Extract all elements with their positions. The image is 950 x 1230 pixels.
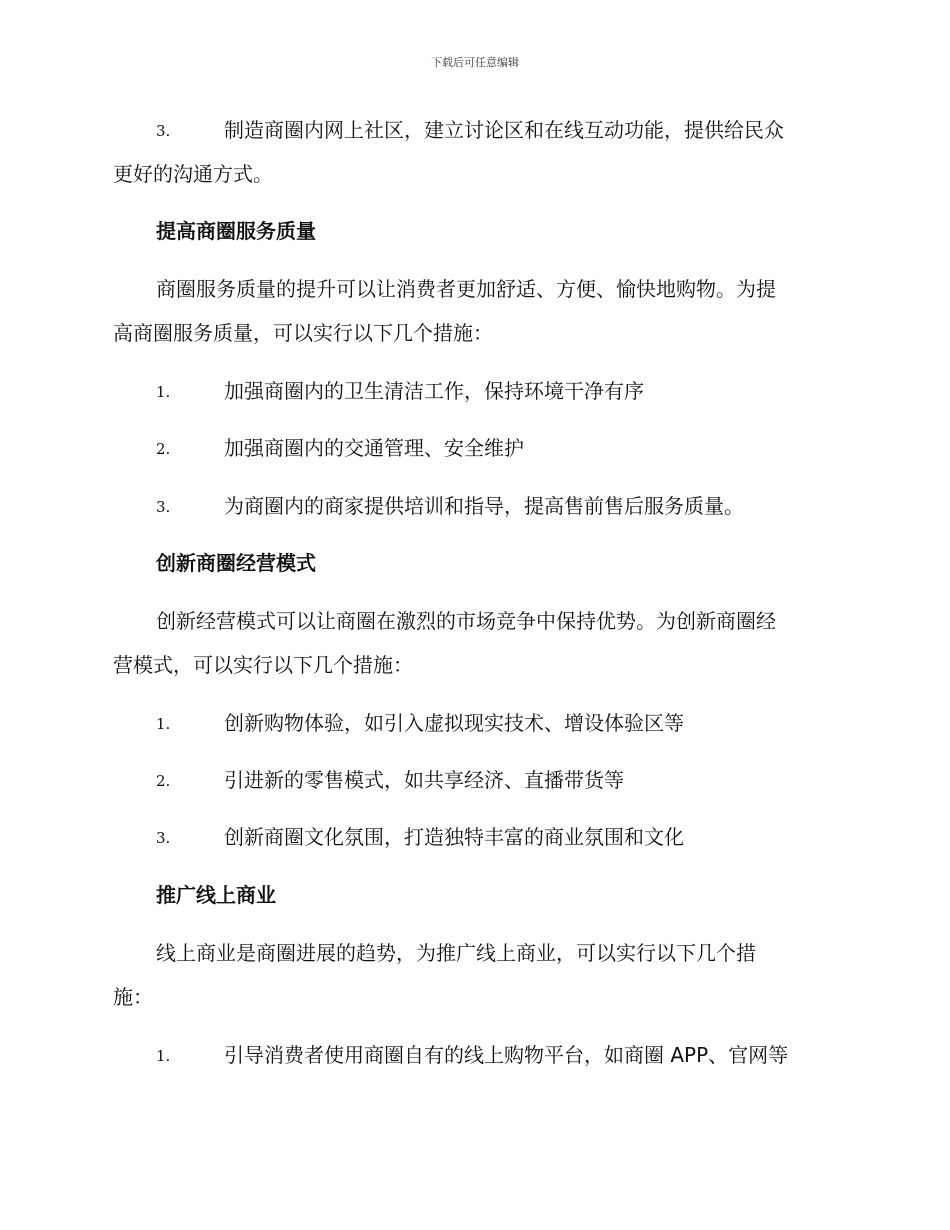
list-item [156, 1040, 856, 1071]
paragraph-line: 高商圈服务质量，可以实行以下几个措施： [113, 321, 493, 345]
list-item-text: 引进新的零售模式，如共享经济、直播带货等 [224, 768, 624, 792]
list-item-number: 1. [156, 715, 171, 733]
list-item [156, 115, 856, 146]
list-item-number: 3. [156, 498, 171, 516]
list-item [156, 376, 856, 407]
paragraph-line: 施： [113, 985, 153, 1009]
list-item [156, 822, 856, 853]
list-item-number: 1. [156, 1047, 171, 1065]
list-item-number: 3. [156, 829, 171, 847]
paragraph-line: 商圈服务质量的提升可以让消费者更加舒适、方便、愉快地购物。为提 [156, 277, 776, 301]
list-item-text: 加强商圈内的卫生清洁工作，保持环境干净有序 [224, 379, 644, 403]
page-header: 下载后可任意编辑 [431, 56, 519, 69]
section-heading: 推广线上商业 [156, 883, 276, 907]
list-item-text: 制造商圈内网上社区，建立讨论区和在线互动功能，提供给民众 [224, 118, 784, 142]
list-item-text: 加强商圈内的交通管理、安全维护 [224, 436, 524, 460]
list-item [156, 708, 856, 739]
paragraph-line: 营模式，可以实行以下几个措施： [113, 653, 413, 677]
list-item-text: 引导消费者使用商圈自有的线上购物平台，如商圈 APP、官网等 [224, 1043, 789, 1067]
section-heading: 创新商圈经营模式 [156, 551, 316, 575]
list-item-text: 创新商圈文化氛围，打造独特丰富的商业氛围和文化 [224, 825, 684, 849]
list-item-number: 3. [156, 122, 171, 140]
paragraph-line: 创新经营模式可以让商圈在激烈的市场竞争中保持优势。为创新商圈经 [156, 609, 776, 633]
list-item [156, 765, 856, 796]
list-item-number: 1. [156, 383, 171, 401]
section-heading: 提高商圈服务质量 [156, 219, 316, 243]
paragraph-line: 线上商业是商圈进展的趋势，为推广线上商业，可以实行以下几个措 [156, 941, 756, 965]
list-item [156, 433, 856, 464]
list-item-number: 2. [156, 440, 171, 458]
list-item-text: 创新购物体验，如引入虚拟现实技术、增设体验区等 [224, 711, 684, 735]
list-item-continuation: 更好的沟通方式。 [113, 162, 273, 186]
list-item-text: 为商圈内的商家提供培训和指导，提高售前售后服务质量。 [224, 494, 744, 518]
list-item [156, 491, 856, 522]
list-item-number: 2. [156, 772, 171, 790]
